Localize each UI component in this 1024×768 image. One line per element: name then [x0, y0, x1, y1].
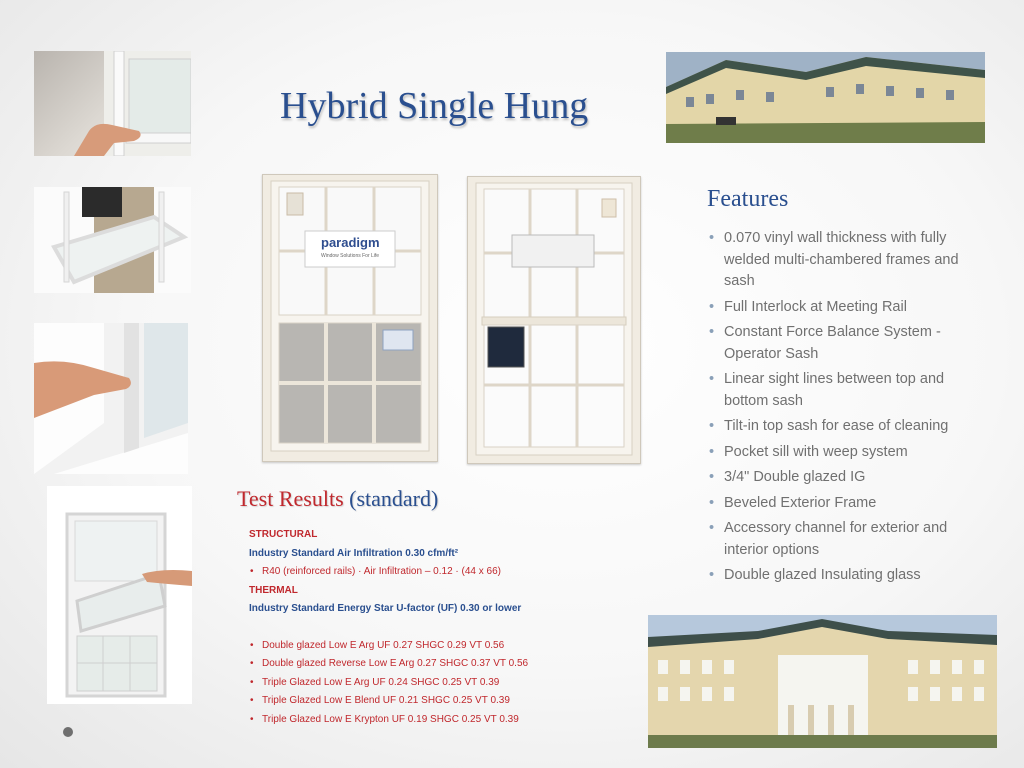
thermal-item: • Triple Glazed Low E Krypton UF 0.19 SHGC 0.25 VT 0.39	[249, 711, 629, 730]
structural-item: • R40 (reinforced rails) · Air Infiltration – 0.12 · (44 x 66)	[249, 563, 629, 582]
thermal-item: • Double glazed Reverse Low E Arg 0.27 SHGC 0.37 VT 0.56	[249, 655, 629, 674]
thermal-item: • Triple Glazed Low E Arg UF 0.24 SHGC 0.25 VT 0.39	[249, 674, 629, 693]
structural-label: STRUCTURAL	[249, 529, 318, 540]
window-image-rear	[467, 176, 641, 464]
window-image-front	[262, 174, 438, 462]
test-results-heading	[237, 486, 438, 512]
photo-building-top	[666, 52, 985, 143]
feature-item: • 3/4" Double glazed IG	[708, 467, 988, 489]
test-results-label: Test Results	[237, 486, 344, 511]
features-list	[708, 228, 988, 591]
feature-item: • Tilt-in top sash for ease of cleaning	[708, 416, 988, 438]
test-results-body	[249, 526, 629, 729]
paradigm-logo: paradigm	[321, 235, 380, 250]
slide-title: Hybrid Single Hung	[280, 85, 589, 127]
features-heading: Features	[707, 186, 789, 212]
feature-item: • Full Interlock at Meeting Rail	[708, 297, 988, 319]
thermal-item: • Double glazed Low E Arg UF 0.27 SHGC 0.29 VT 0.56	[249, 637, 629, 656]
photo-tilt-sash	[34, 187, 191, 293]
feature-item: • Constant Force Balance System - Operator Sash	[708, 322, 988, 365]
test-results-standard: (standard)	[349, 486, 439, 511]
slide-nav-dot[interactable]	[63, 727, 73, 737]
thermal-item: • Triple Glazed Low E Blend UF 0.21 SHGC 0.25 VT 0.39	[249, 692, 629, 711]
thermal-label: THERMAL	[249, 584, 298, 596]
feature-item: • Accessory channel for exterior and interior options	[708, 518, 988, 561]
feature-item: • Beveled Exterior Frame	[708, 493, 988, 515]
feature-item: • Linear sight lines between top and bottom sash	[708, 369, 988, 412]
photo-open-window	[47, 486, 192, 704]
structural-standard: Industry Standard Air Infiltration 0.30 cfm/ft²	[249, 547, 459, 559]
feature-item: • Double glazed Insulating glass	[708, 565, 988, 587]
photo-hand-lifting-sash	[34, 51, 191, 156]
feature-item: • Pocket sill with weep system	[708, 442, 988, 464]
photo-building-bottom	[648, 615, 997, 748]
thermal-standard: Industry Standard Energy Star U-factor (UF) 0.30 or lower	[249, 603, 522, 614]
paradigm-logo-tagline: Window Solutions For Life	[321, 253, 380, 259]
photo-hand-on-frame	[34, 323, 188, 474]
feature-item: • 0.070 vinyl wall thickness with fully welded multi-chambered frames and sash	[708, 228, 988, 293]
